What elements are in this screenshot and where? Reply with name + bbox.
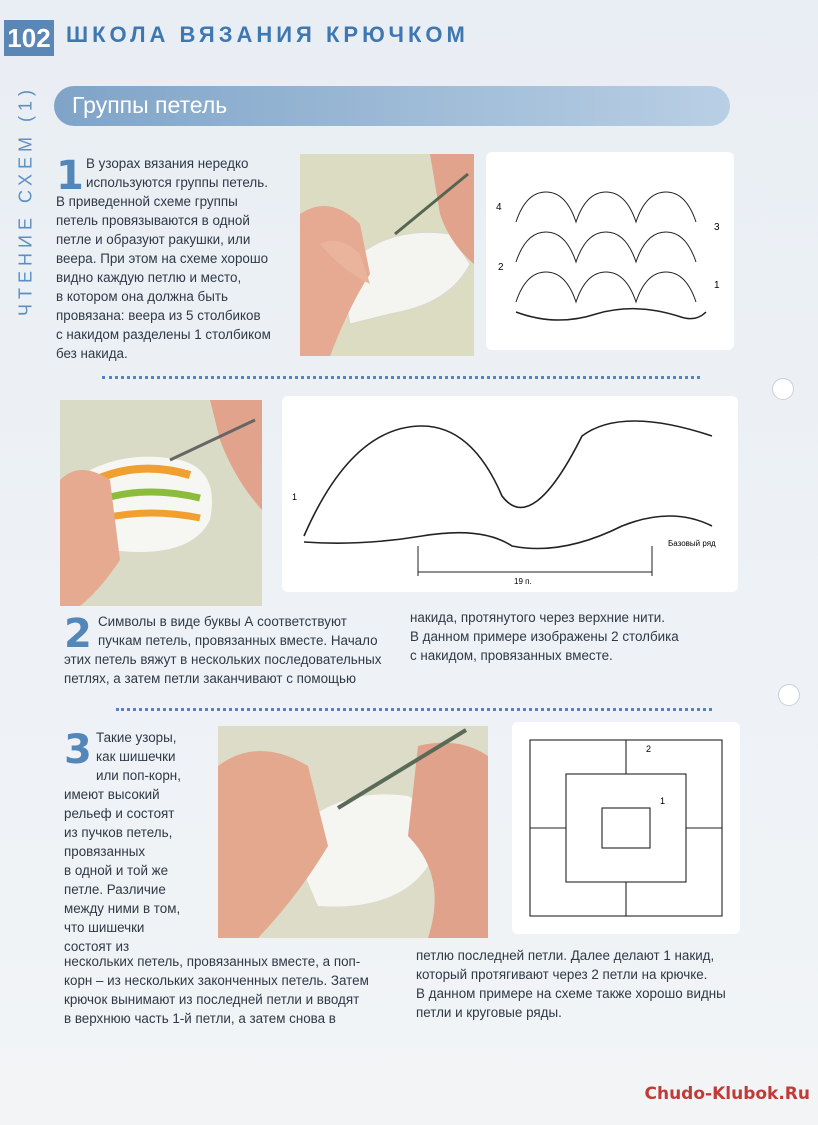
page-number: 102 [4,20,54,56]
section-header [54,86,730,126]
step1-number: 1 [56,153,84,199]
step1-text-line: веера. При этом на схеме хорошо [56,251,269,266]
step1-text-line: В узорах вязания нередко [86,156,249,171]
step1-text-line: петле и образуют ракушки, или [56,232,251,247]
section-title: Группы петель [72,92,228,118]
step2-row1-label: 1 [292,492,298,502]
step2-right-text-line: накида, протянутого через верхние нити. [410,610,665,625]
step3-bottom-left-text [64,952,404,1028]
step2-right-text [410,608,720,665]
step2-base-row-label: Базовый ряд [668,539,716,548]
step1-text-line: видно каждую петлю и место, [56,270,242,285]
step2-left-text-line: петлях, а затем петли заканчивают с помощью [64,671,357,686]
step2-stitch-count: 19 п. [514,577,532,586]
punch-hole-2 [778,684,800,706]
step1-diagram [486,152,734,350]
step3-label-2: 2 [646,744,652,754]
step1-text-line: В приведенной схеме группы [56,194,238,209]
step3-bottom-left-text-line: корн – из нескольких законченных петель. Затем [64,973,369,988]
step3-right-text-line: В данном примере на схеме также хорошо видны [416,986,726,1001]
step3-left-text [64,728,214,956]
step1-text-line: с накидом разделены 1 столбиком [56,327,271,342]
step2-left-text [64,612,406,688]
step3-left-text-line: или поп-корн, [96,768,181,783]
step3-bottom-left-text-line: крючок вынимают из последней петли и вводят [64,992,360,1007]
school-title: ШКОЛА ВЯЗАНИЯ КРЮЧКОМ [66,22,469,47]
step1-row2-label: 2 [498,262,504,273]
step2-right-text-line: В данном примере изображены 2 столбика [410,629,679,644]
divider [102,376,700,379]
step1-text-line: в котором она должна быть [56,289,228,304]
watermark: Chudo-Klubok.Ru [644,1084,810,1104]
step1-text-line: провязана: веера из 5 столбиков [56,308,261,323]
step3-left-text-line: между ними в том, [64,901,181,916]
step3-left-text-line: Такие узоры, [96,730,177,745]
step3-left-text-line: петле. Различие [64,882,166,897]
step2-diagram [282,396,738,592]
step1-text [56,154,296,363]
side-title [8,70,42,350]
step1-text-line: используются группы петель. [86,175,268,190]
step3-right-text [416,946,746,1022]
step3-left-text-line: состоят из [64,939,130,954]
step2-photo [60,400,262,606]
step1-row4-label: 4 [496,202,502,213]
step3-photo [218,726,488,938]
step1-text-line: без накида. [56,346,128,361]
step1-photo [300,154,474,356]
step3-left-text-line: что шишечки [64,920,145,935]
step3-left-text-line: рельеф и состоят [64,806,175,821]
step1-row1-label: 1 [714,280,720,291]
step1-text-line: петель провязываются в одной [56,213,250,228]
step3-bottom-left-text-line: в верхнюю часть 1-й петли, а затем снова в [64,1011,336,1026]
step3-left-text-line: в одной и той же [64,863,169,878]
step3-left-text-line: имеют высокий [64,787,160,802]
side-title-text: ЧТЕНИЕ СХЕМ (1) [15,85,36,316]
step3-right-text-line: петли и круговые ряды. [416,1005,562,1020]
step3-left-text-line: провязанных [64,844,146,859]
punch-hole [772,378,794,400]
step2-left-text-line: Символы в виде буквы А соответствуют [98,614,347,629]
step3-left-text-line: как шишечки [96,749,176,764]
step3-right-text-line: который протягивают через 2 петли на крючке. [416,967,708,982]
step2-left-text-line: этих петель вяжут в нескольких последовательных [64,652,382,667]
step3-number: 3 [64,727,92,773]
step2-right-text-line: с накидом, провязанных вместе. [410,648,613,663]
step3-left-text-line: из пучков петель, [64,825,173,840]
step2-left-text-line: пучкам петель, провязанных вместе. Начало [98,633,378,648]
step2-number: 2 [64,611,92,657]
step3-label-1: 1 [660,796,666,806]
step3-bottom-left-text-line: нескольких петель, провязанных вместе, а поп- [64,954,361,969]
divider-2 [116,708,712,711]
step3-right-text-line: петлю последней петли. Далее делают 1 накид, [416,948,715,963]
step3-diagram [512,722,740,934]
step1-row3-label: 3 [714,222,720,233]
